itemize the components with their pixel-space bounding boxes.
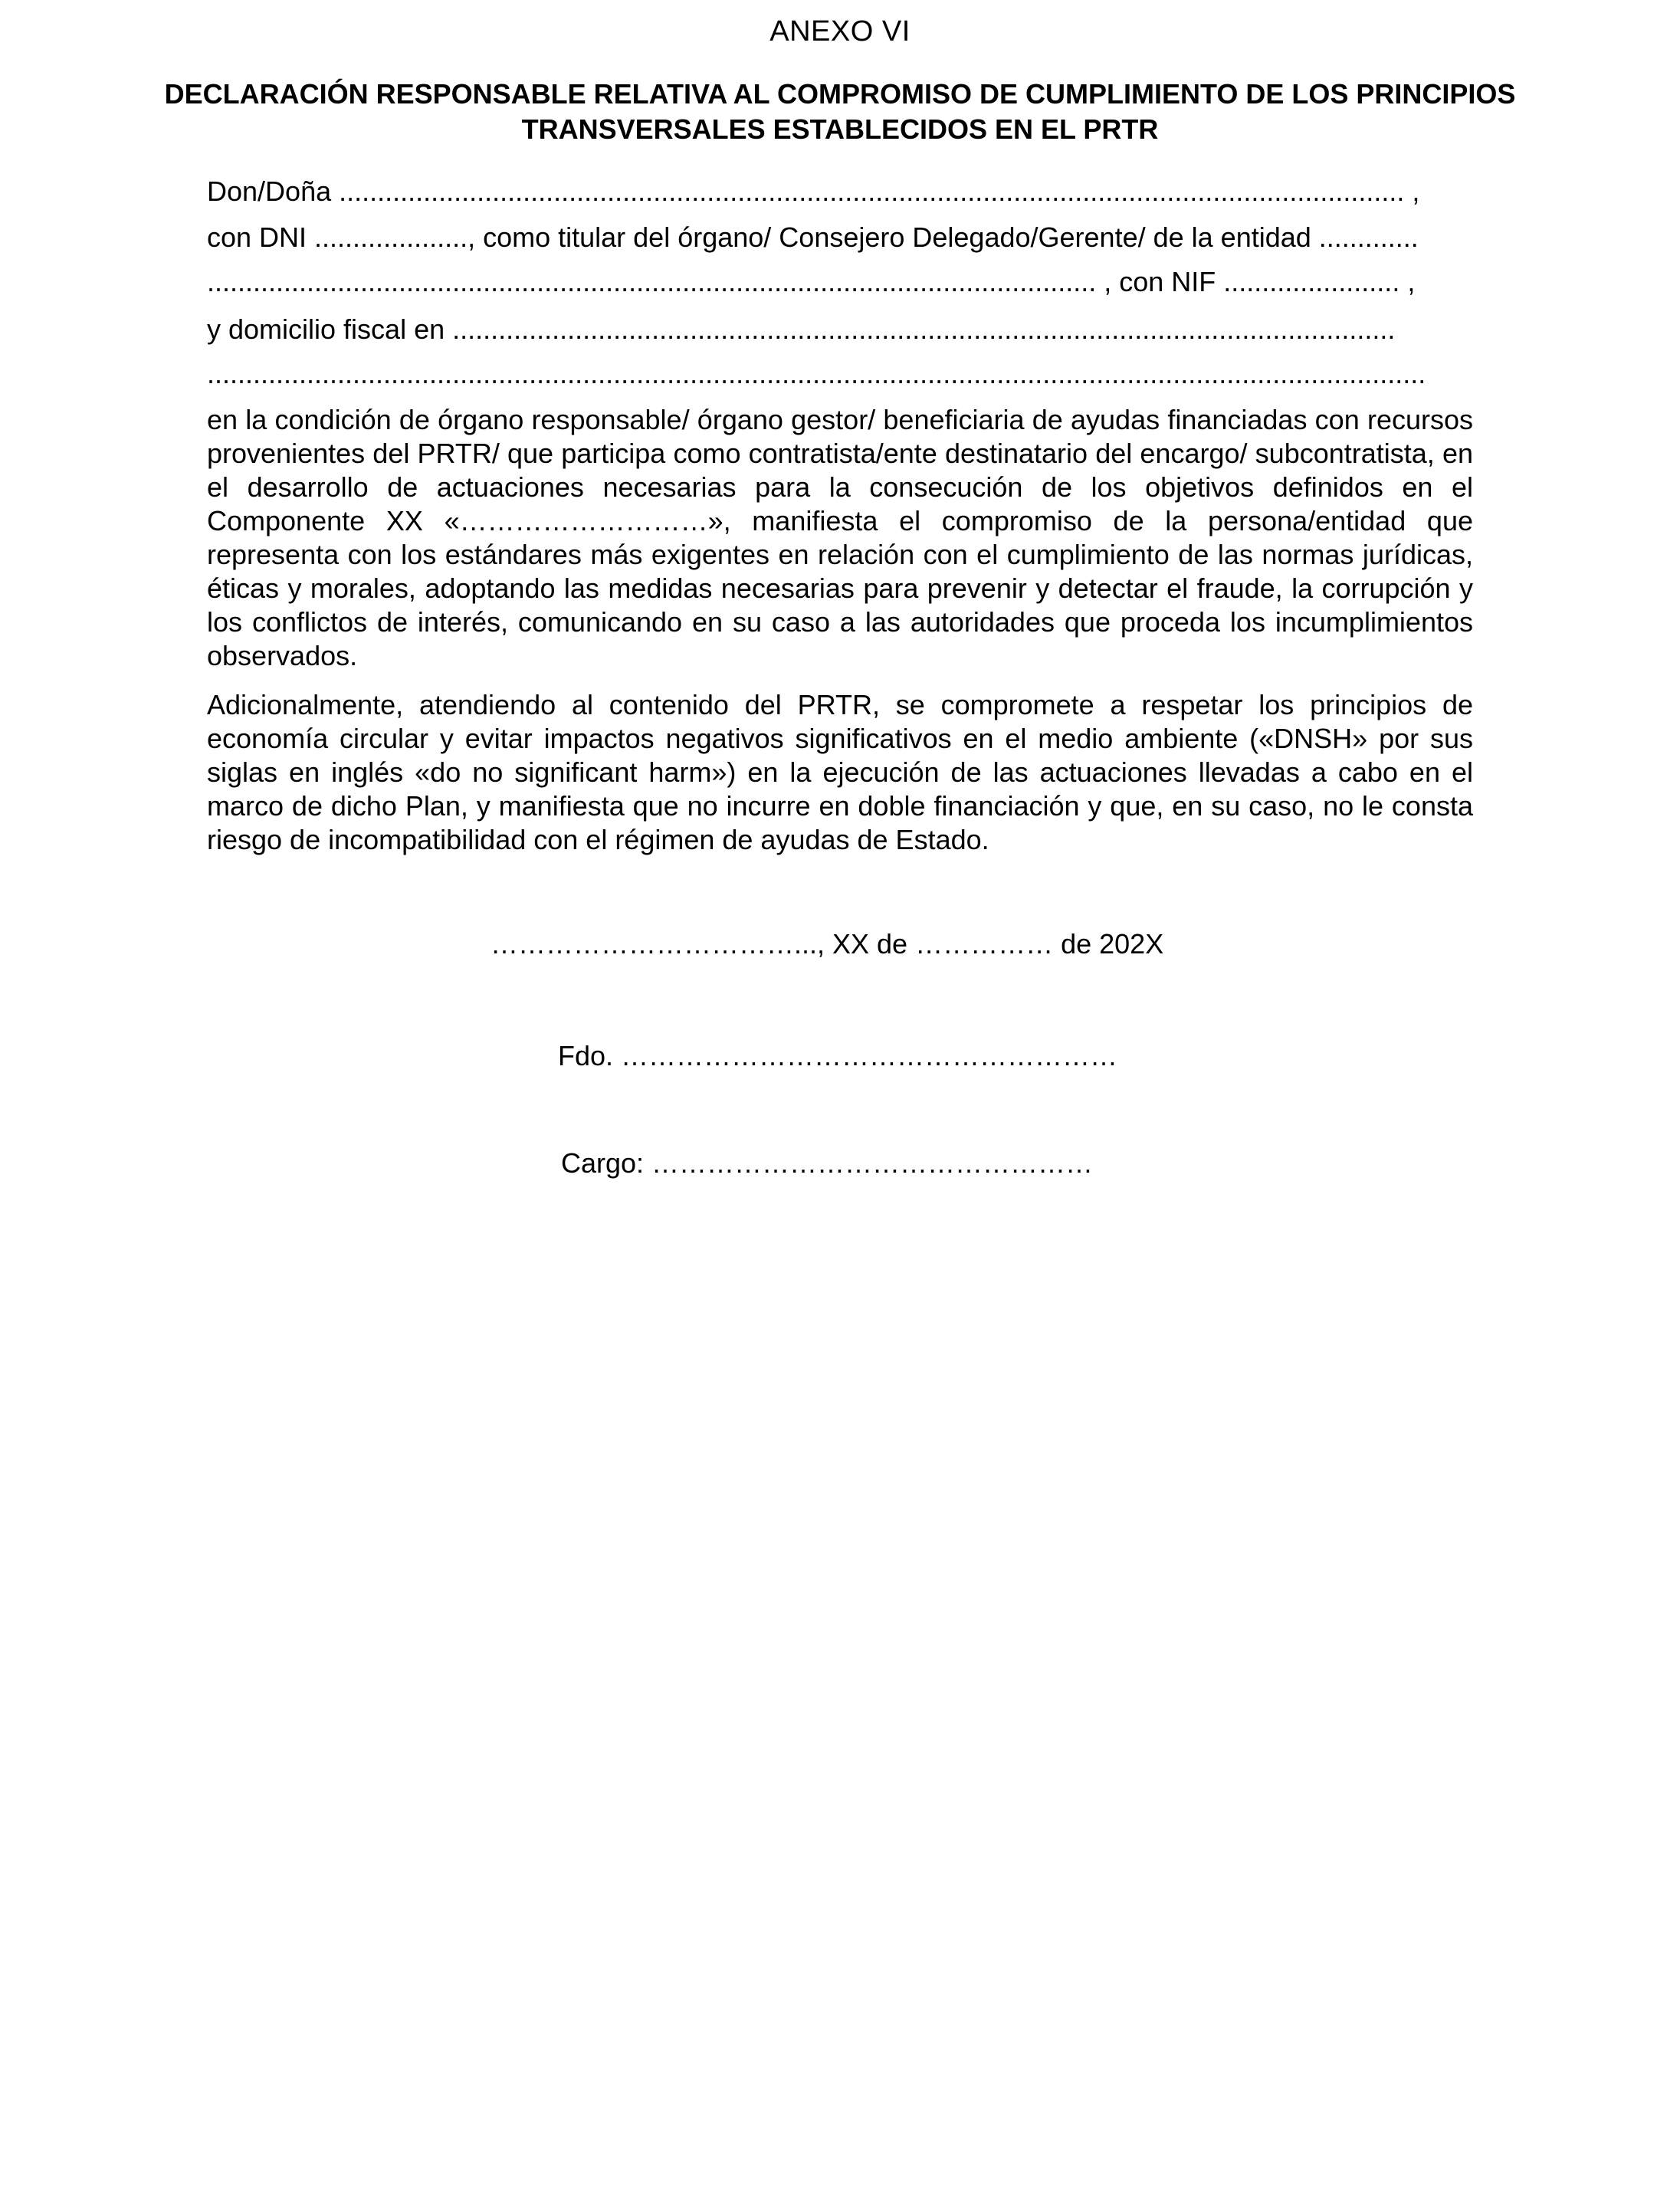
declaration-heading: DECLARACIÓN RESPONSABLE RELATIVA AL COMPROMISO DE CUMPLIMIENTO DE LOS PRINCIPIOS TRANSVERSALES ESTABLECIDOS EN EL PRTR	[164, 78, 1516, 145]
address-field-line: y domicilio fiscal en ...........................................................................................................................	[207, 313, 1396, 345]
commitment-paragraph: en la condición de órgano responsable/ órgano gestor/ beneficiaria de ayudas financiadas con recursos provenientes del PRTR/ que participa como contratista/ente destinatario del encargo/ subcontratista, en el desarrollo de actuaciones necesarias para la consecución de los objetivos definidos en el Componente XX «………………………», manifiesta el compromiso de la persona/entidad que representa con los estándares más exigentes en relación con el cumplimiento de las normas jurídicas, éticas y morales, adoptando las medidas necesarias para prevenir y detectar el fraude, la corrupción y los conflictos de interés, comunicando en su caso a las autoridades que proceda los incumplimientos observados.	[207, 404, 1473, 671]
place-date-line: ……………………………..., XX de …………… de 202X	[491, 928, 1164, 960]
additional-commitment-paragraph: Adicionalmente, atendiendo al contenido del PRTR, se compromete a respetar los principios de economía circular y evitar impactos negativos significativos en el medio ambiente («DNSH» por sus siglas en inglés «do no significant harm») en la ejecución de las actuaciones llevadas a cabo en el marco de dicho Plan, y manifiesta que no incurre en doble financiación y que, en su caso, no le consta riesgo de incompatibilidad con el régimen de ayudas de Estado.	[207, 689, 1473, 855]
signature-line: Fdo. ………………………………………………	[558, 1040, 1118, 1071]
nif-field-line: .................................................................................................................... , con NIF ....................... ,	[207, 266, 1416, 297]
name-field-line: Don/Doña ........................................................................................................................................... ,	[207, 176, 1420, 207]
address-continuation-line: ...............................................................................................................................................................	[207, 358, 1426, 389]
annex-title: ANEXO VI	[769, 15, 911, 48]
position-line: Cargo: …………………………………………	[561, 1147, 1094, 1179]
dni-field-line: con DNI ...................., como titular del órgano/ Consejero Delegado/Gerente/ de la entidad .............	[207, 221, 1419, 253]
